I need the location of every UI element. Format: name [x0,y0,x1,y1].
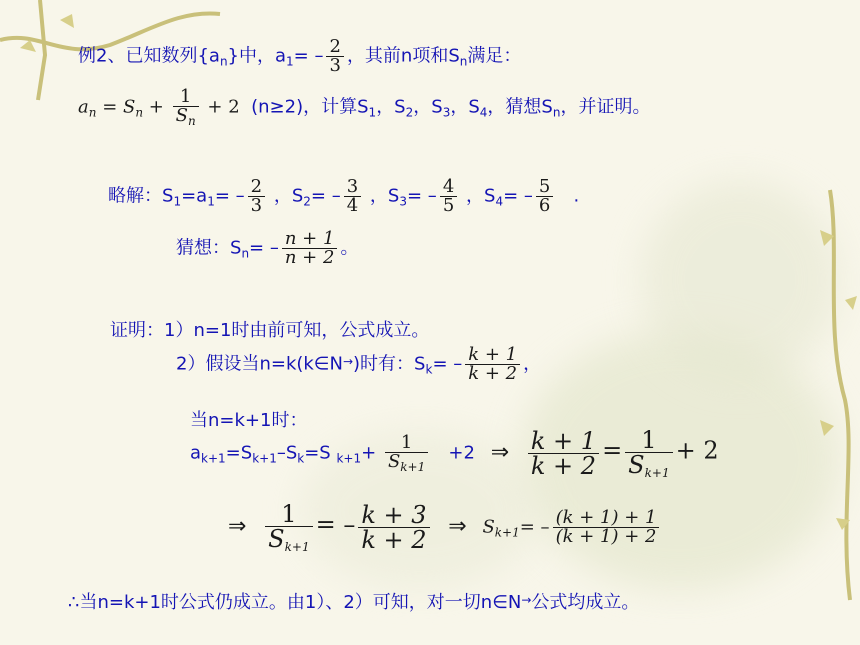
fraction-one-over-sk1: $\frac{1}{S_{k+1}}$ [385,434,428,473]
fraction-k1-over-k2: $\frac{k + 1}{k + 2}$ [528,429,599,478]
implies-symbol: ⇒ [490,439,510,465]
final-equation-line: ⇒ $\frac{1}{S_{k+1}}$ = – $\frac{k + 3}{k + 2}$ ⇒ $S_{k+1}=$ – $\frac{(k + 1) + 1}{(k + 1) + 2}$ [218,502,662,553]
proof-step-1: 证明：1）n=1时由前可知，公式成立。 [110,320,430,341]
subscript: n [219,54,228,69]
subscript: n [459,54,468,69]
problem-text: 例2、已知数列{a [78,45,220,67]
problem-text: (n≥2)，计算S [251,96,369,118]
fraction-two-thirds: $\frac{2}{3}$ [326,38,343,75]
problem-text: ，其前n项和S [346,45,460,67]
problem-statement-line [78,38,521,75]
fraction-s3: $\frac{4}{5}$ [440,178,457,215]
fraction-k3-over-k2: $\frac{k + 3}{k + 2}$ [358,503,429,552]
fraction-one-over-sk1-final: $\frac{1}{S_{k+1}}$ [265,502,312,553]
conclusion-line: ∴当n=k+1时公式仍成立。由1）、2）可知，对一切n∈N→公式均成立。 [68,592,640,613]
conjecture-line: 猜想：$S_n=$ – $\frac{n + 1}{n + 2}$ 。 [176,228,359,268]
implies-symbol: ⇒ [228,513,247,539]
recurrence-derivation-line: $a_{k+1}=S_{k+1}-S_k=S$ $_{k+1}$+ $\frac{1}{S_{k+1}}$ +2 ⇒ $\frac{k + 1}{k + 2}$ = $\frac{1}{S_{k+1}}$ + 2 [190,426,719,480]
equals: = – [293,45,324,67]
solution-line: 略解：$S_1=a_1=$ – $\frac{2}{3}$ ，$S_2=$ – $\frac{3}{4}$ ，$S_3=$ – $\frac{4}{5}$ ，$S_4=$ – $\frac{5}{6}$ . [108,176,580,216]
conjecture-label: 猜想：S [176,237,242,259]
problem-text: }中，a [227,45,287,67]
fraction-sk: $\frac{k + 1}{k + 2}$ [465,346,520,383]
subscript: 1 [286,54,294,69]
math-a: a [78,96,89,118]
recurrence-condition-line: $a_n = S_n$ + $\frac{1}{S_n}$ + 2 (n≥2)，计算$S_1$，$S_2$，$S_3$，$S_4$，猜想$S_n$，并证明。 [78,86,651,128]
solution-label: 略解：S [108,185,174,207]
problem-text: 满足： [467,45,522,67]
therefore-symbol: ∴ [68,592,80,613]
fraction-s4: $\frac{5}{6}$ [536,178,553,215]
proof-step-2: 2）假设当n=k(k∈N→)时有：$S_k=$ – $\frac{k + 1}{k + 2}$ ， [176,344,542,384]
fraction-one-over-sk1-rhs: $\frac{1}{S_{k+1}}$ [625,428,672,479]
when-n-equals-k-plus-1: 当n=k+1时： [190,410,308,431]
implies-symbol: ⇒ [448,513,467,539]
fraction-s2: $\frac{3}{4}$ [344,178,361,215]
fraction-one-over-sn: $\frac{1}{S_n}$ [173,88,199,127]
fraction-conjecture: $\frac{n + 1}{n + 2}$ [282,230,338,267]
fraction-s1: $\frac{2}{3}$ [248,178,265,215]
fraction-final-result: $\frac{(k + 1) + 1}{(k + 1) + 2}$ [553,509,660,546]
